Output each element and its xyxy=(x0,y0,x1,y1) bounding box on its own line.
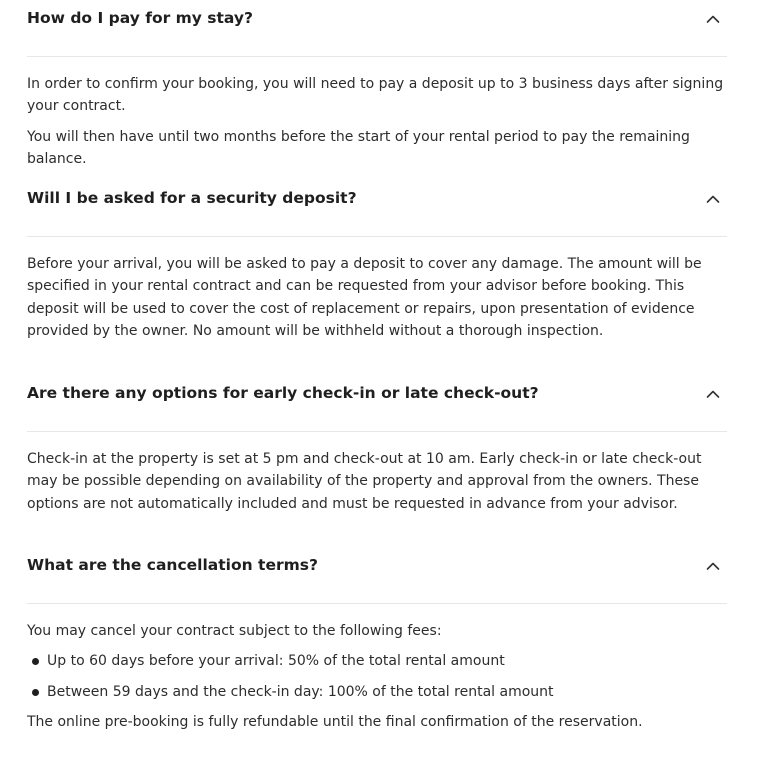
faq-question: Are there any options for early check-in or late check-out? xyxy=(27,384,539,402)
chevron-up-icon[interactable] xyxy=(705,386,721,402)
fee-list xyxy=(27,650,727,703)
faq-item-check-in-out xyxy=(27,375,727,515)
list-item-text: Between 59 days and the check-in day: 100% of the total rental amount xyxy=(47,683,554,700)
answer-intro: You may cancel your contract subject to the following fees: xyxy=(27,623,442,639)
list-item xyxy=(27,681,727,703)
faq-item-security-deposit xyxy=(27,180,727,343)
faq-answer xyxy=(27,432,727,515)
faq-item-cancellation xyxy=(27,547,727,734)
faq-question-toggle[interactable] xyxy=(27,180,727,237)
answer-paragraph: Check-in at the property is set at 5 pm and check-out at 10 am. Early check-in or late check-out may be possible depending on availability of the property and approval from the owners. These options are not automatically included and must be requested in advance from your advisor. xyxy=(27,451,702,512)
list-item-text: Up to 60 days before your arrival: 50% of the total rental amount xyxy=(47,653,505,670)
faq-answer xyxy=(27,57,727,171)
faq-question-toggle[interactable] xyxy=(27,0,727,57)
chevron-up-icon[interactable] xyxy=(705,11,721,27)
faq-question-toggle[interactable] xyxy=(27,375,727,432)
answer-paragraph: You will then have until two months before the start of your rental period to pay the remaining balance. xyxy=(27,128,690,168)
bullet-icon xyxy=(32,689,39,696)
faq-answer xyxy=(27,604,727,734)
faq-question: Will I be asked for a security deposit? xyxy=(27,189,357,207)
faq-item-payment xyxy=(27,0,727,171)
answer-paragraph: In order to confirm your booking, you will need to pay a deposit up to 3 business days after signing your contract. xyxy=(27,76,724,115)
answer-outro: The online pre-booking is fully refundable until the final confirmation of the reservation. xyxy=(27,714,643,731)
chevron-up-icon[interactable] xyxy=(705,191,721,207)
answer-paragraph: Before your arrival, you will be asked to pay a deposit to cover any damage. The amount will be specified in your rental contract and can be requested from your advisor before booking. This deposit will be used to cover the cost of replacement or repairs, upon presentation of evidence provided by the owner. No amount will be withheld without a thorough inspection. xyxy=(27,256,702,340)
chevron-up-icon[interactable] xyxy=(705,558,721,574)
faq-question: What are the cancellation terms? xyxy=(27,556,318,574)
list-item xyxy=(27,650,727,672)
faq-question-toggle[interactable] xyxy=(27,547,727,604)
faq-answer xyxy=(27,237,727,343)
faq-question: How do I pay for my stay? xyxy=(27,9,254,27)
bullet-icon xyxy=(32,658,39,665)
